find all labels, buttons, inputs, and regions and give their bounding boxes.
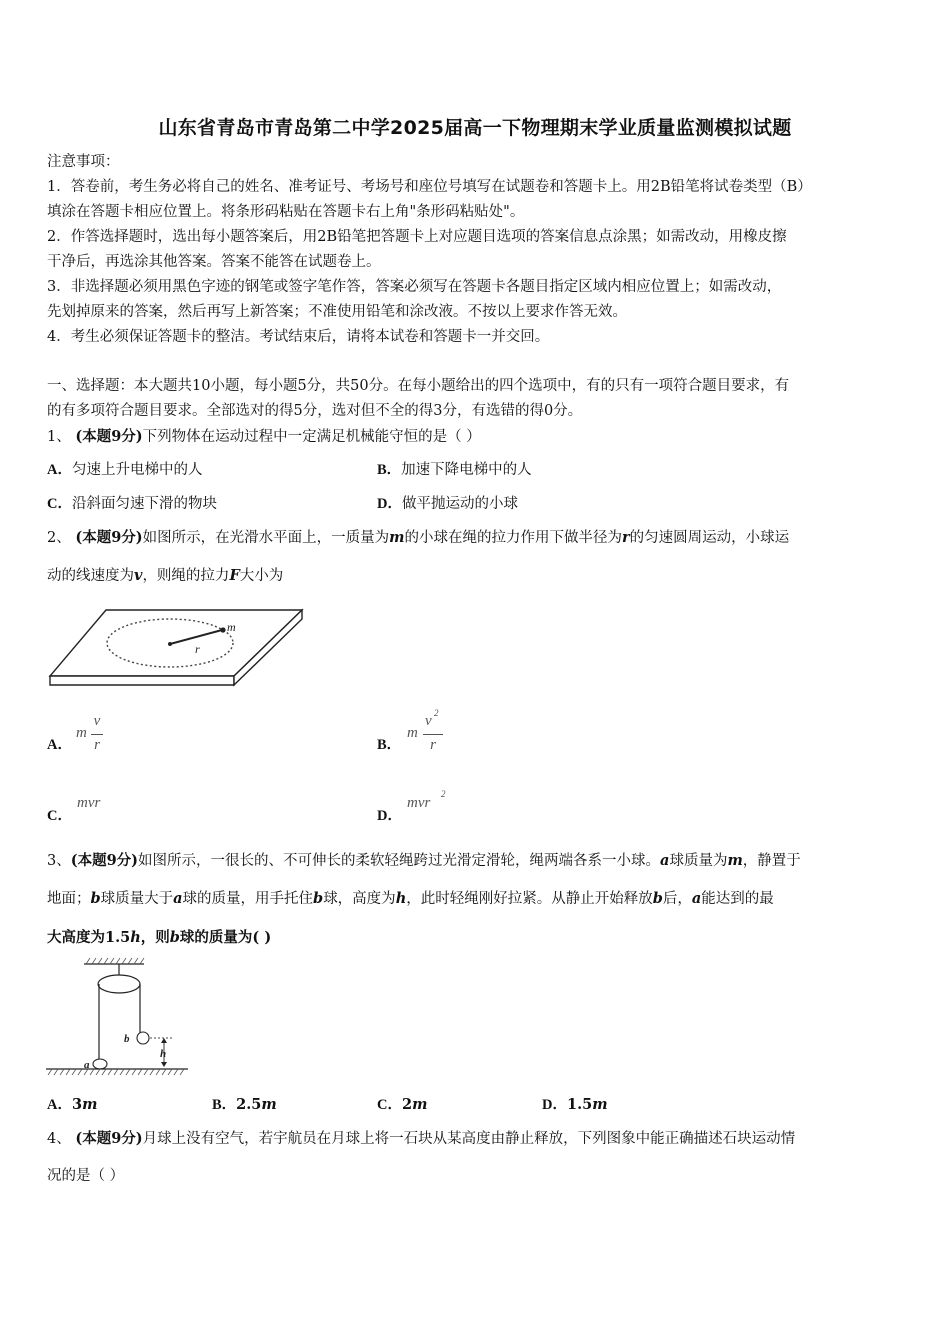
formula-numerator: v bbox=[93, 713, 101, 729]
figure-label-a: a bbox=[84, 1059, 90, 1071]
option-unit: m bbox=[82, 1096, 98, 1113]
option-label: B． bbox=[377, 737, 402, 753]
q2-option-a-formula bbox=[76, 713, 106, 757]
q3-option-c[interactable] bbox=[377, 1095, 427, 1115]
variable-v: v bbox=[134, 567, 143, 584]
question-2-stem-line2 bbox=[47, 566, 909, 586]
question-text: ，则 bbox=[140, 929, 170, 946]
notice-line: 先划掉原来的答案，然后再写上新答案；不准使用铅笔和涂改液。不按以上要求作答无效。 bbox=[47, 304, 627, 320]
figure-label-r: r bbox=[195, 642, 200, 656]
option-text: 沿斜面匀速下滑的物块 bbox=[71, 496, 217, 512]
question-text: 如图所示，在光滑水平面上，一质量为 bbox=[142, 530, 390, 546]
q2-option-a[interactable] bbox=[47, 735, 72, 755]
fraction-bar bbox=[423, 734, 443, 735]
question-text: 如图所示，一很长的、不可伸长的柔软轻绳跨过光滑定滑轮，绳两端各系一小球。 bbox=[138, 853, 661, 869]
variable-a: a bbox=[660, 852, 670, 869]
figure-label-m: m bbox=[227, 620, 236, 634]
option-label: A． bbox=[47, 737, 72, 753]
formula-coef: m bbox=[76, 725, 87, 741]
question-text: ，则绳的拉力 bbox=[142, 568, 230, 584]
question-text: 的匀速圆周运动，小球运 bbox=[629, 530, 790, 546]
formula-superscript: 2 bbox=[441, 789, 446, 799]
q1-option-b[interactable] bbox=[377, 460, 532, 480]
variable-b: b bbox=[652, 890, 663, 907]
question-2-stem-line1 bbox=[47, 528, 909, 548]
question-number: 4、 bbox=[47, 1131, 71, 1147]
option-label: C． bbox=[47, 808, 72, 824]
question-text: 球质量大于 bbox=[100, 891, 174, 907]
q2-option-d[interactable] bbox=[377, 806, 402, 826]
question-text: 动的线速度为 bbox=[47, 568, 134, 584]
question-3-stem-line2 bbox=[47, 889, 909, 909]
option-label: D． bbox=[542, 1097, 567, 1113]
q2-option-d-formula bbox=[407, 789, 457, 812]
notice-line: 干净后，再选涂其他答案。答案不能答在试题卷上。 bbox=[47, 254, 381, 270]
option-text: 匀速上升电梯中的人 bbox=[71, 462, 203, 478]
formula-numerator: v bbox=[425, 713, 432, 729]
option-label: C． bbox=[377, 1097, 402, 1113]
notice-line: 2．作答选择题时，选出每小题答案后，用2B铅笔把答题卡上对应题目选项的答案信息点涂黑；如需改动，用橡皮擦 bbox=[47, 229, 787, 245]
figure-label-h: h bbox=[160, 1048, 167, 1060]
question-text: 地面； bbox=[47, 891, 91, 907]
question-number: 3、 bbox=[47, 853, 71, 869]
question-3-stem-line3 bbox=[47, 928, 909, 948]
option-value: 2 bbox=[401, 1096, 413, 1113]
option-label: D． bbox=[377, 808, 402, 824]
fraction-bar bbox=[91, 734, 103, 735]
question-text: 大高度为1.5 bbox=[47, 929, 131, 946]
variable-b: b bbox=[169, 929, 180, 946]
question-text: 球，高度为 bbox=[323, 891, 396, 907]
formula-denominator: r bbox=[430, 737, 436, 753]
question-text: 能达到的最 bbox=[701, 891, 774, 907]
variable-m: m bbox=[727, 852, 743, 869]
option-label: D． bbox=[377, 496, 402, 512]
variable-a: a bbox=[691, 890, 702, 907]
notice-line: 填涂在答题卡相应位置上。将条形码粘贴在答题卡右上角"条形码粘贴处"。 bbox=[47, 204, 525, 220]
question-text: 下列物体在运动过程中一定满足机械能守恒的是（ ） bbox=[142, 429, 481, 445]
question-4-stem-line2: 况的是（ ） bbox=[47, 1168, 125, 1184]
option-label: A． bbox=[47, 462, 72, 478]
question-score: (本题9分) bbox=[75, 428, 143, 445]
figure-label-b: b bbox=[124, 1033, 130, 1045]
question-score: (本题9分) bbox=[70, 852, 139, 869]
q3-option-b[interactable] bbox=[212, 1095, 277, 1115]
notice-line: 1．答卷前，考生务必将自己的姓名、准考证号、考场号和座位号填写在试题卷和答题卡上。用2B铅笔将试卷类型（B） bbox=[47, 179, 812, 195]
q2-figure-circular-motion bbox=[46, 604, 306, 690]
question-text: 球的质量为( ) bbox=[179, 929, 272, 946]
formula-coef: m bbox=[407, 725, 418, 741]
section-intro-line: 的有多项符合题目要求。全部选对的得5分，选对但不全的得3分，有选错的得0分。 bbox=[47, 403, 583, 419]
question-text: 月球上没有空气，若宇航员在月球上将一石块从某高度由静止释放，下列图象中能正确描述石块运动情 bbox=[142, 1131, 796, 1147]
q3-figure-pulley bbox=[44, 956, 194, 1078]
option-unit: m bbox=[261, 1096, 277, 1113]
option-value: 3 bbox=[71, 1096, 83, 1113]
formula-superscript: 2 bbox=[434, 708, 439, 718]
q1-option-a[interactable] bbox=[47, 460, 202, 480]
variable-m: m bbox=[389, 529, 405, 546]
question-text: ，此时轻绳刚好拉紧。从静止开始释放 bbox=[406, 891, 653, 907]
variable-f: F bbox=[229, 567, 240, 584]
variable-a: a bbox=[173, 890, 183, 907]
option-value: 2.5 bbox=[236, 1096, 262, 1113]
question-text: 球的质量，用手托住 bbox=[182, 891, 314, 907]
option-value: 1.5 bbox=[566, 1096, 593, 1113]
q2-option-c[interactable] bbox=[47, 806, 72, 826]
variable-r: r bbox=[622, 529, 630, 546]
q3-option-a[interactable] bbox=[47, 1095, 97, 1115]
question-score: (本题9分) bbox=[75, 1130, 143, 1147]
question-text: 后， bbox=[662, 891, 692, 907]
option-label: A． bbox=[47, 1097, 72, 1113]
question-number: 1、 bbox=[47, 429, 71, 445]
option-unit: m bbox=[412, 1096, 428, 1113]
option-unit: m bbox=[592, 1096, 608, 1113]
option-label: B． bbox=[377, 462, 402, 478]
q1-option-c[interactable] bbox=[47, 494, 217, 514]
question-text: ，静置于 bbox=[742, 853, 801, 869]
notice-line: 3．非选择题必须用黑色字迹的钢笔或签字笔作答，答案必须写在答题卡各题目指定区域内相应位置上；如需改动， bbox=[47, 279, 782, 295]
option-text: 做平抛运动的小球 bbox=[401, 496, 518, 512]
question-score: (本题9分) bbox=[75, 529, 143, 546]
formula-expr: mvr bbox=[407, 795, 431, 811]
option-label: C． bbox=[47, 496, 72, 512]
question-1-stem bbox=[47, 427, 909, 447]
question-text: 球质量为 bbox=[669, 853, 728, 869]
formula-denominator: r bbox=[94, 737, 100, 753]
variable-h: h bbox=[395, 890, 407, 907]
variable-b: b bbox=[313, 890, 324, 907]
question-text: 大小为 bbox=[239, 568, 284, 584]
q3-option-d[interactable] bbox=[542, 1095, 608, 1115]
notice-heading: 注意事项： bbox=[47, 154, 120, 170]
option-text: 加速下降电梯中的人 bbox=[401, 462, 532, 478]
question-text: 的小球在绳的拉力作用下做半径为 bbox=[404, 530, 622, 546]
option-label: B． bbox=[212, 1097, 237, 1113]
variable-h: h bbox=[130, 929, 141, 946]
q1-option-d[interactable] bbox=[377, 494, 518, 514]
page-title: 山东省青岛市青岛第二中学2025届高一下物理期末学业质量监测模拟试题 bbox=[158, 117, 792, 139]
q2-option-b-formula bbox=[407, 708, 447, 757]
question-3-stem-line1 bbox=[47, 851, 909, 871]
question-4-stem-line1 bbox=[47, 1129, 909, 1149]
notice-line: 4．考生必须保证答题卡的整洁。考试结束后，请将本试卷和答题卡一并交回。 bbox=[47, 329, 550, 345]
q2-option-c-formula: mvr bbox=[77, 795, 101, 811]
q2-option-b[interactable] bbox=[377, 735, 401, 755]
question-number: 2、 bbox=[47, 530, 71, 546]
section-intro-line: 一、选择题：本大题共10小题，每小题5分，共50分。在每小题给出的四个选项中，有的只有一项符合题目要求，有 bbox=[47, 378, 790, 394]
variable-b: b bbox=[90, 890, 101, 907]
